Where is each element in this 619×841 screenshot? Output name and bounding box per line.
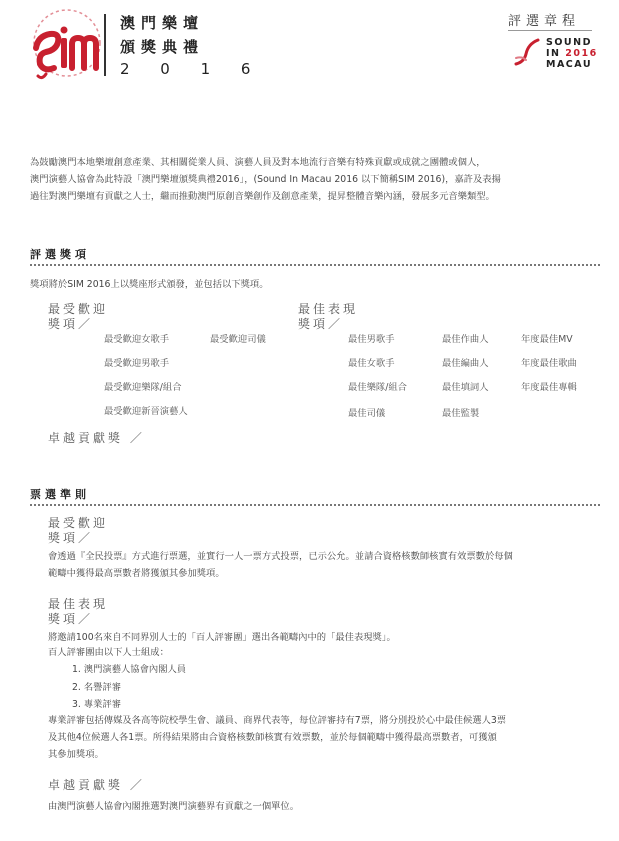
award-item: 最佳監製 xyxy=(442,408,480,419)
brand-line-3: MACAU xyxy=(546,59,593,70)
document-title-rule xyxy=(508,30,592,31)
award-item: 最佳男歌手 xyxy=(348,334,395,345)
best-title-1: 最佳表現 xyxy=(298,302,359,316)
voting-best-text-2: 百人評審團由以下人士組成： xyxy=(48,647,169,658)
award-item: 最受歡迎新晉演藝人 xyxy=(104,406,188,417)
logo-mark-icon xyxy=(34,10,100,78)
award-item: 最受歡迎樂隊/組合 xyxy=(104,382,182,393)
voting-contribution-title: 卓越貢獻獎 ／ xyxy=(48,778,145,792)
award-item: 最佳填詞人 xyxy=(442,382,489,393)
popular-title-1: 最受歡迎 xyxy=(48,302,109,316)
voting-best-text-3: 專業評審包括傳媒及各高等院校學生會、議員、商界代表等，每位評審持有7票，將分別投於心中最佳候選人3票 xyxy=(48,715,507,726)
intro-line-3: 過往對澳門樂壇有貢獻之人士，繼而推動澳門原創音樂創作及創意產業，提昇整體音樂內涵，發展多元音樂類型。 xyxy=(30,191,495,202)
voting-popular-text-2: 範疇中獲得最高票數者將獲頒其參加獎項。 xyxy=(48,568,225,579)
brand-swirl-icon xyxy=(514,36,542,66)
award-item: 年度最佳專輯 xyxy=(521,382,577,393)
voting-contribution-text: 由澳門演藝人協會內閣推選對澳門演藝界有貢獻之一個單位。 xyxy=(48,801,300,812)
voting-best-text-5: 其參加獎項。 xyxy=(48,749,104,760)
award-item: 年度最佳MV xyxy=(521,334,573,345)
header-divider xyxy=(104,14,106,76)
award-item: 年度最佳歌曲 xyxy=(521,358,577,369)
sim-logo xyxy=(30,8,104,82)
voting-best-title-1: 最佳表現 xyxy=(48,597,109,611)
title-year: 2 0 1 6 xyxy=(120,60,264,78)
voting-popular-title-1: 最受歡迎 xyxy=(48,516,109,530)
brand-in: IN xyxy=(546,48,566,59)
brand-line-1: SOUND xyxy=(546,37,592,48)
title-line-1: 澳門樂壇 xyxy=(120,14,205,32)
voting-best-text-4: 及其他4位候選人各1票。所得結果將由合資格核數師核實有效票數，並於每個範疇中獲得最高票數者，可獲頒 xyxy=(48,732,497,743)
awards-heading: 評選獎項 xyxy=(30,248,90,261)
jury-item: 1. 澳門演藝人協會內閣人員 xyxy=(72,664,187,675)
awards-intro: 獎項將於SIM 2016上以獎座形式頒發，並包括以下獎項。 xyxy=(30,279,269,290)
voting-best-title-2: 獎項／ xyxy=(48,612,94,626)
voting-heading-rule xyxy=(30,504,600,506)
title-line-2: 頒獎典禮 xyxy=(120,38,205,56)
best-title-2: 獎項／ xyxy=(298,317,344,331)
intro-line-1: 為鼓勵澳門本地樂壇創意產業、其相關從業人員、演藝人員及對本地流行音樂有特殊貢獻或成就之團體或個人， xyxy=(30,157,486,168)
award-item: 最佳編曲人 xyxy=(442,358,489,369)
document-title: 評選章程 xyxy=(508,14,581,29)
jury-item: 2. 名譽評審 xyxy=(72,682,122,693)
brand-year: 2016 xyxy=(565,48,598,59)
award-item: 最佳司儀 xyxy=(348,408,386,419)
voting-best-text-1: 將邀請100名來自不同界別人士的「百人評審團」選出各範疇內中的「最佳表現獎」。 xyxy=(48,632,396,643)
award-item: 最受歡迎女歌手 xyxy=(104,334,170,345)
awards-heading-rule xyxy=(30,264,600,266)
voting-heading: 票選準則 xyxy=(30,488,90,501)
voting-popular-title-2: 獎項／ xyxy=(48,531,94,545)
contribution-award-title: 卓越貢獻獎 ／ xyxy=(48,431,145,445)
voting-popular-text-1: 會透過『全民投票』方式進行票選，並實行一人一票方式投票，已示公允。並請合資格核數師核實有效票數於每個 xyxy=(48,551,513,562)
award-item: 最受歡迎司儀 xyxy=(210,334,266,345)
award-item: 最佳樂隊/組合 xyxy=(348,382,407,393)
popular-title-2: 獎項／ xyxy=(48,317,94,331)
award-item: 最佳作曲人 xyxy=(442,334,489,345)
award-item: 最佳女歌手 xyxy=(348,358,395,369)
jury-item: 3. 專業評審 xyxy=(72,699,122,710)
brand-line-2 xyxy=(546,49,598,59)
intro-line-2: 澳門演藝人協會為此特設「澳門樂壇頒獎典禮2016」，(Sound In Macau 2016 以下簡稱SIM 2016)，嘉許及表揚 xyxy=(30,174,501,185)
award-item: 最受歡迎男歌手 xyxy=(104,358,170,369)
